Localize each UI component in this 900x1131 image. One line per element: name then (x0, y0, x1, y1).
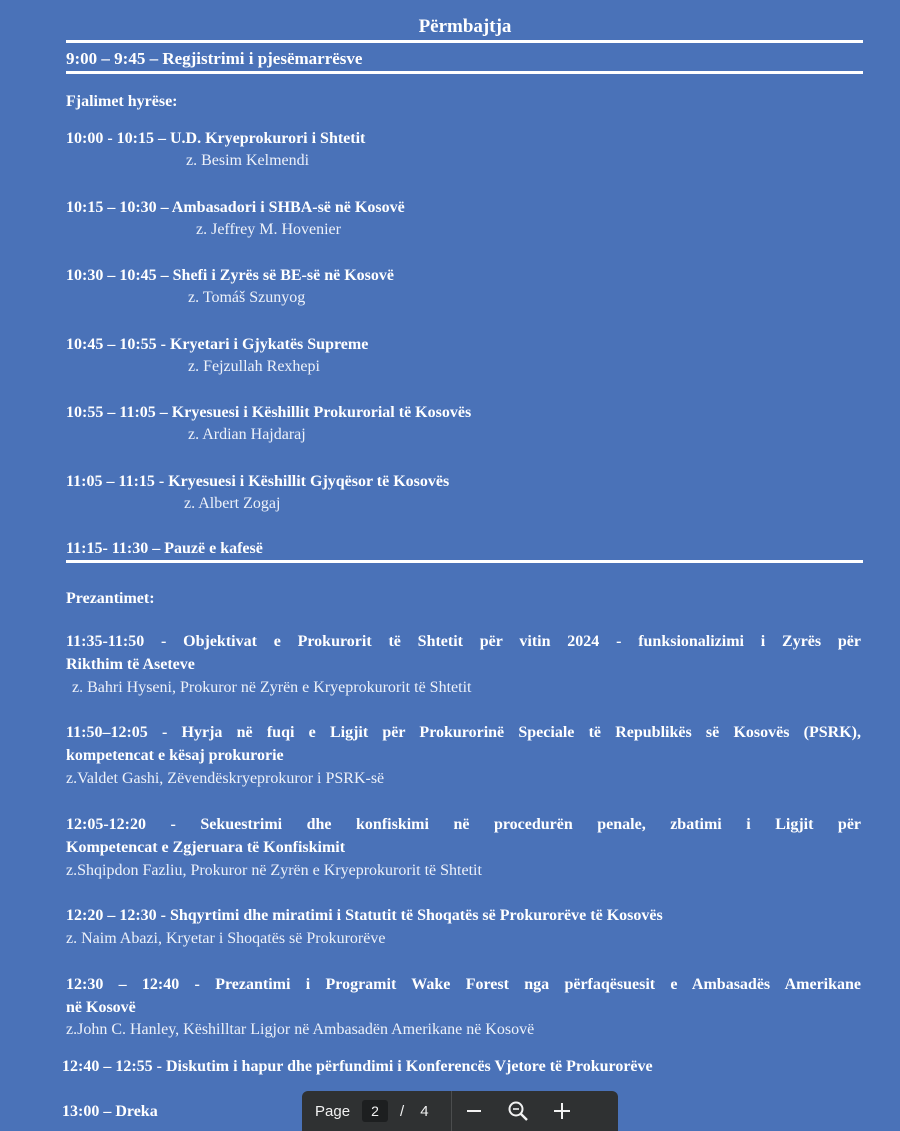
agenda-item (66, 336, 368, 354)
agenda-title: Prezantimi i Programit Wake Forest nga përfaqësuesit e Ambasadës Amerikane (215, 976, 862, 993)
agenda-speaker: z. Fejzullah Rexhepi (188, 358, 320, 375)
divider (66, 40, 863, 43)
zoom-out-button[interactable] (452, 1091, 496, 1131)
divider (66, 71, 863, 74)
agenda-time: 11:05 – 11:15 - (66, 473, 165, 490)
agenda-speaker: z.Shqipdon Fazliu, Prokuror në Zyrën e Kryeprokurorit të Shtetit (66, 862, 482, 879)
agenda-time: 10:00 - 10:15 – (66, 130, 166, 147)
agenda-item (66, 907, 663, 925)
agenda-title: Regjistrimi i pjesëmarrësve (162, 49, 363, 68)
agenda-title: Diskutim i hapur dhe përfundimi i Konferencës Vjetore të Prokurorëve (165, 1058, 653, 1075)
page-label: Page (315, 1102, 351, 1120)
plus-icon (552, 1101, 572, 1121)
agenda-title: Shefi i Zyrës së BE-së në Kosovë (172, 267, 394, 284)
agenda-title: Objektivat e Prokurorit të Shtetit për vitin 2024 - funksionalizimi i Zyrës për (183, 633, 862, 650)
page-title: Përmbajtja (418, 16, 512, 37)
agenda-time: 12:05-12:20 - (66, 816, 176, 833)
total-pages: 4 (420, 1102, 429, 1120)
agenda-time: 11:35-11:50 - (66, 633, 167, 650)
agenda-time: 10:55 – 11:05 – (66, 404, 168, 421)
agenda-speaker: z.Valdet Gashi, Zëvendëskryeprokuror i PSRK-së (66, 770, 385, 787)
agenda-speaker: z. Naim Abazi, Kryetar i Shoqatës së Prokurorëve (66, 930, 386, 947)
agenda-time: 12:40 – 12:55 - (62, 1058, 162, 1075)
agenda-item (66, 267, 394, 285)
agenda-title: Pauzë e kafesë (164, 540, 263, 557)
agenda-item (66, 404, 471, 422)
agenda-title: U.D. Kryeprokurori i Shtetit (169, 130, 366, 147)
agenda-title-continuation: në Kosovë (66, 999, 136, 1016)
agenda-break (66, 540, 263, 558)
agenda-speaker: z. Bahri Hyseni, Prokuror në Zyrën e Kryeprokurorit të Shtetit (72, 679, 472, 696)
agenda-item (66, 473, 449, 491)
agenda-time: 11:50–12:05 - (66, 724, 168, 741)
agenda-speaker: z.John C. Hanley, Këshilltar Ligjor në Ambasadën Amerikane në Kosovë (66, 1021, 535, 1038)
agenda-item (66, 130, 365, 148)
agenda-time: 10:30 – 10:45 – (66, 267, 169, 284)
page-number-input[interactable]: 2 (362, 1100, 388, 1122)
agenda-time: 13:00 – (62, 1103, 112, 1120)
agenda-item (66, 199, 405, 217)
agenda-title: Dreka (115, 1103, 158, 1120)
agenda-time: 10:15 – 10:30 – (66, 199, 169, 216)
agenda-title: Kryesuesi i Këshillit Gjyqësor të Kosovës (168, 473, 450, 490)
section-heading-presentations: Prezantimet: (66, 590, 155, 607)
divider (66, 560, 863, 563)
agenda-speaker: z. Besim Kelmendi (186, 152, 310, 169)
agenda-registration (66, 49, 362, 69)
agenda-item (66, 724, 861, 742)
agenda-item (66, 633, 861, 651)
zoom-in-button[interactable] (540, 1091, 584, 1131)
agenda-speaker: z. Ardian Hajdaraj (188, 426, 306, 443)
agenda-item (66, 816, 861, 834)
section-heading-opening: Fjalimet hyrëse: (66, 93, 178, 110)
agenda-title-continuation: kompetencat e kësaj prokurorie (66, 747, 284, 764)
agenda-title: Shqyrtimi dhe miratimi i Statutit të Shoqatës së Prokurorëve të Kosovës (169, 907, 663, 924)
zoom-button[interactable] (496, 1091, 540, 1131)
agenda-title-continuation: Kompetencat e Zgjeruara të Konfiskimit (66, 839, 346, 856)
agenda-speaker: z. Albert Zogaj (184, 495, 281, 512)
magnifier-icon (507, 1100, 529, 1122)
agenda-title-continuation: Rikthim të Aseteve (66, 656, 195, 673)
agenda-title: Ambasadori i SHBA-së në Kosovë (171, 199, 405, 216)
agenda-title: Kryesuesi i Këshillit Prokurorial të Kosovës (171, 404, 472, 421)
agenda-speaker: z. Jeffrey M. Hovenier (196, 221, 341, 238)
agenda-title: Sekuestrimi dhe konfiskimi në procedurën penale, zbatimi i Ligjit për (200, 816, 862, 833)
agenda-time: 10:45 – 10:55 - (66, 336, 166, 353)
agenda-title: Hyrja në fuqi e Ligjit për Prokurorinë Speciale të Republikës së Kosovës (PSRK), (181, 724, 861, 741)
agenda-item (62, 1058, 653, 1076)
minus-icon (465, 1102, 483, 1120)
agenda-time: 12:20 – 12:30 - (66, 907, 166, 924)
agenda-time: 12:30 – 12:40 - (66, 976, 200, 993)
agenda-lunch (62, 1103, 158, 1121)
agenda-time: 11:15- 11:30 – (66, 540, 161, 557)
page-separator: / (400, 1102, 405, 1120)
agenda-title: Kryetari i Gjykatës Supreme (169, 336, 369, 353)
agenda-speaker: z. Tomáš Szunyog (188, 289, 306, 306)
agenda-item (66, 976, 861, 994)
pdf-viewer-toolbar (302, 1091, 618, 1131)
agenda-time: 9:00 – 9:45 – (66, 49, 159, 68)
